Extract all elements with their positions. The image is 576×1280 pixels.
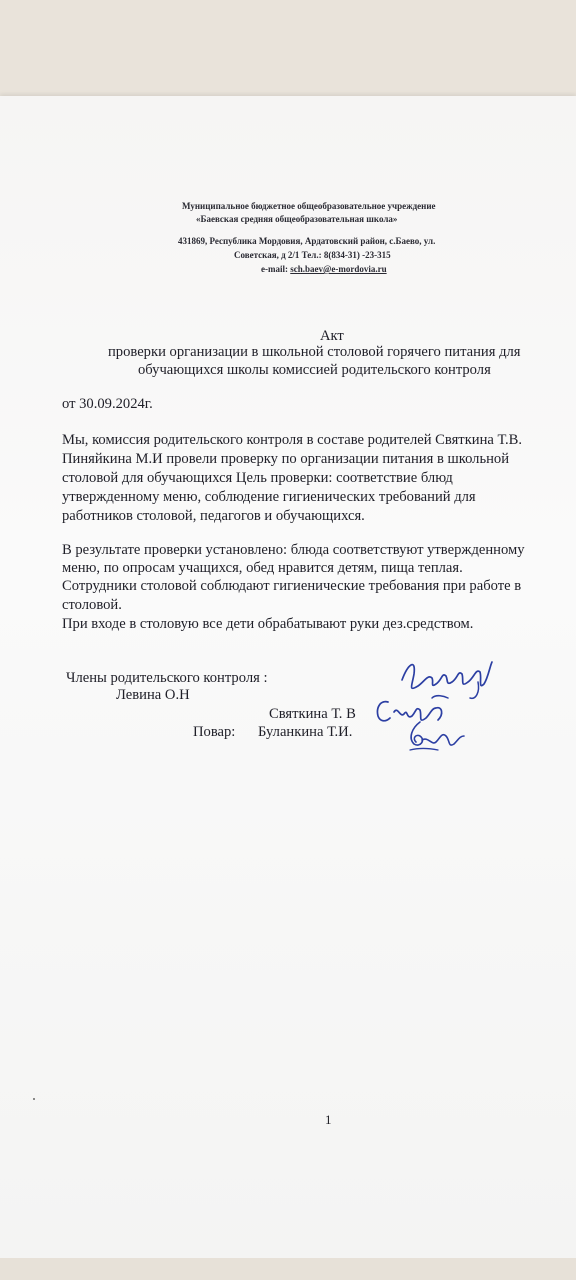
paragraph-1-line: Мы, комиссия родительского контроля в составе родителей Святкина Т.В. — [62, 432, 523, 448]
cook-label: Повар: — [193, 724, 236, 740]
background-top — [0, 0, 576, 100]
school-address: 431869, Республика Мордовия, Ардатовский район, с.Баево, ул. — [178, 236, 436, 246]
page-number: 1 — [325, 1112, 332, 1127]
background-bottom — [0, 1258, 576, 1280]
paragraph-1-line: утвержденному меню, соблюдение гигиенических требований для — [62, 489, 476, 505]
paragraph-2-line: При входе в столовую все дети обрабатывают руки дез.средством. — [62, 616, 474, 632]
members-label: Члены родительского контроля : — [66, 670, 268, 686]
paragraph-2-line: В результате проверки установлено: блюда соответствуют утвержденному — [62, 542, 525, 558]
cook-name: Буланкина Т.И. — [258, 724, 353, 740]
document-subtitle-line-1: проверки организации в школьной столовой горячего питания для — [108, 344, 521, 360]
document-date: от 30.09.2024г. — [62, 396, 153, 412]
document-subtitle-line-2: обучающихся школы комиссией родительского контроля — [138, 362, 491, 378]
paper-speck — [33, 1098, 35, 1100]
email-link[interactable]: sch.baev@e-mordovia.ru — [290, 264, 387, 274]
paragraph-1-line: Пиняйкина М.И провели проверку по организации питания в школьной — [62, 451, 510, 467]
school-address-phone: Советская, д 2/1 Тел.: 8(834-31) -23-315 — [234, 250, 391, 260]
signature-bulankina — [398, 718, 468, 756]
paragraph-2-line: Сотрудники столовой соблюдают гигиенические требования при работе в — [62, 578, 522, 594]
school-email — [261, 264, 387, 274]
paragraph-2-line: столовой. — [62, 597, 122, 613]
org-type: Муниципальное бюджетное общеобразовательное учреждение — [182, 201, 436, 211]
member-name-svyatkina: Святкина Т. В — [269, 706, 356, 722]
email-label: e-mail: — [261, 264, 291, 274]
paragraph-1-line: работников столовой, педагогов и обучающихся. — [62, 508, 365, 524]
paragraph-2-line: меню, по опросам учащихся, обед нравится детям, пища теплая. — [62, 560, 463, 576]
document-title: Акт — [320, 328, 344, 344]
school-name: «Баевская средняя общеобразовательная школа» — [196, 214, 398, 224]
paragraph-1-line: столовой для обучающихся Цель проверки: соответствие блюд — [62, 470, 453, 486]
member-name-levina: Левина О.Н — [116, 687, 190, 703]
